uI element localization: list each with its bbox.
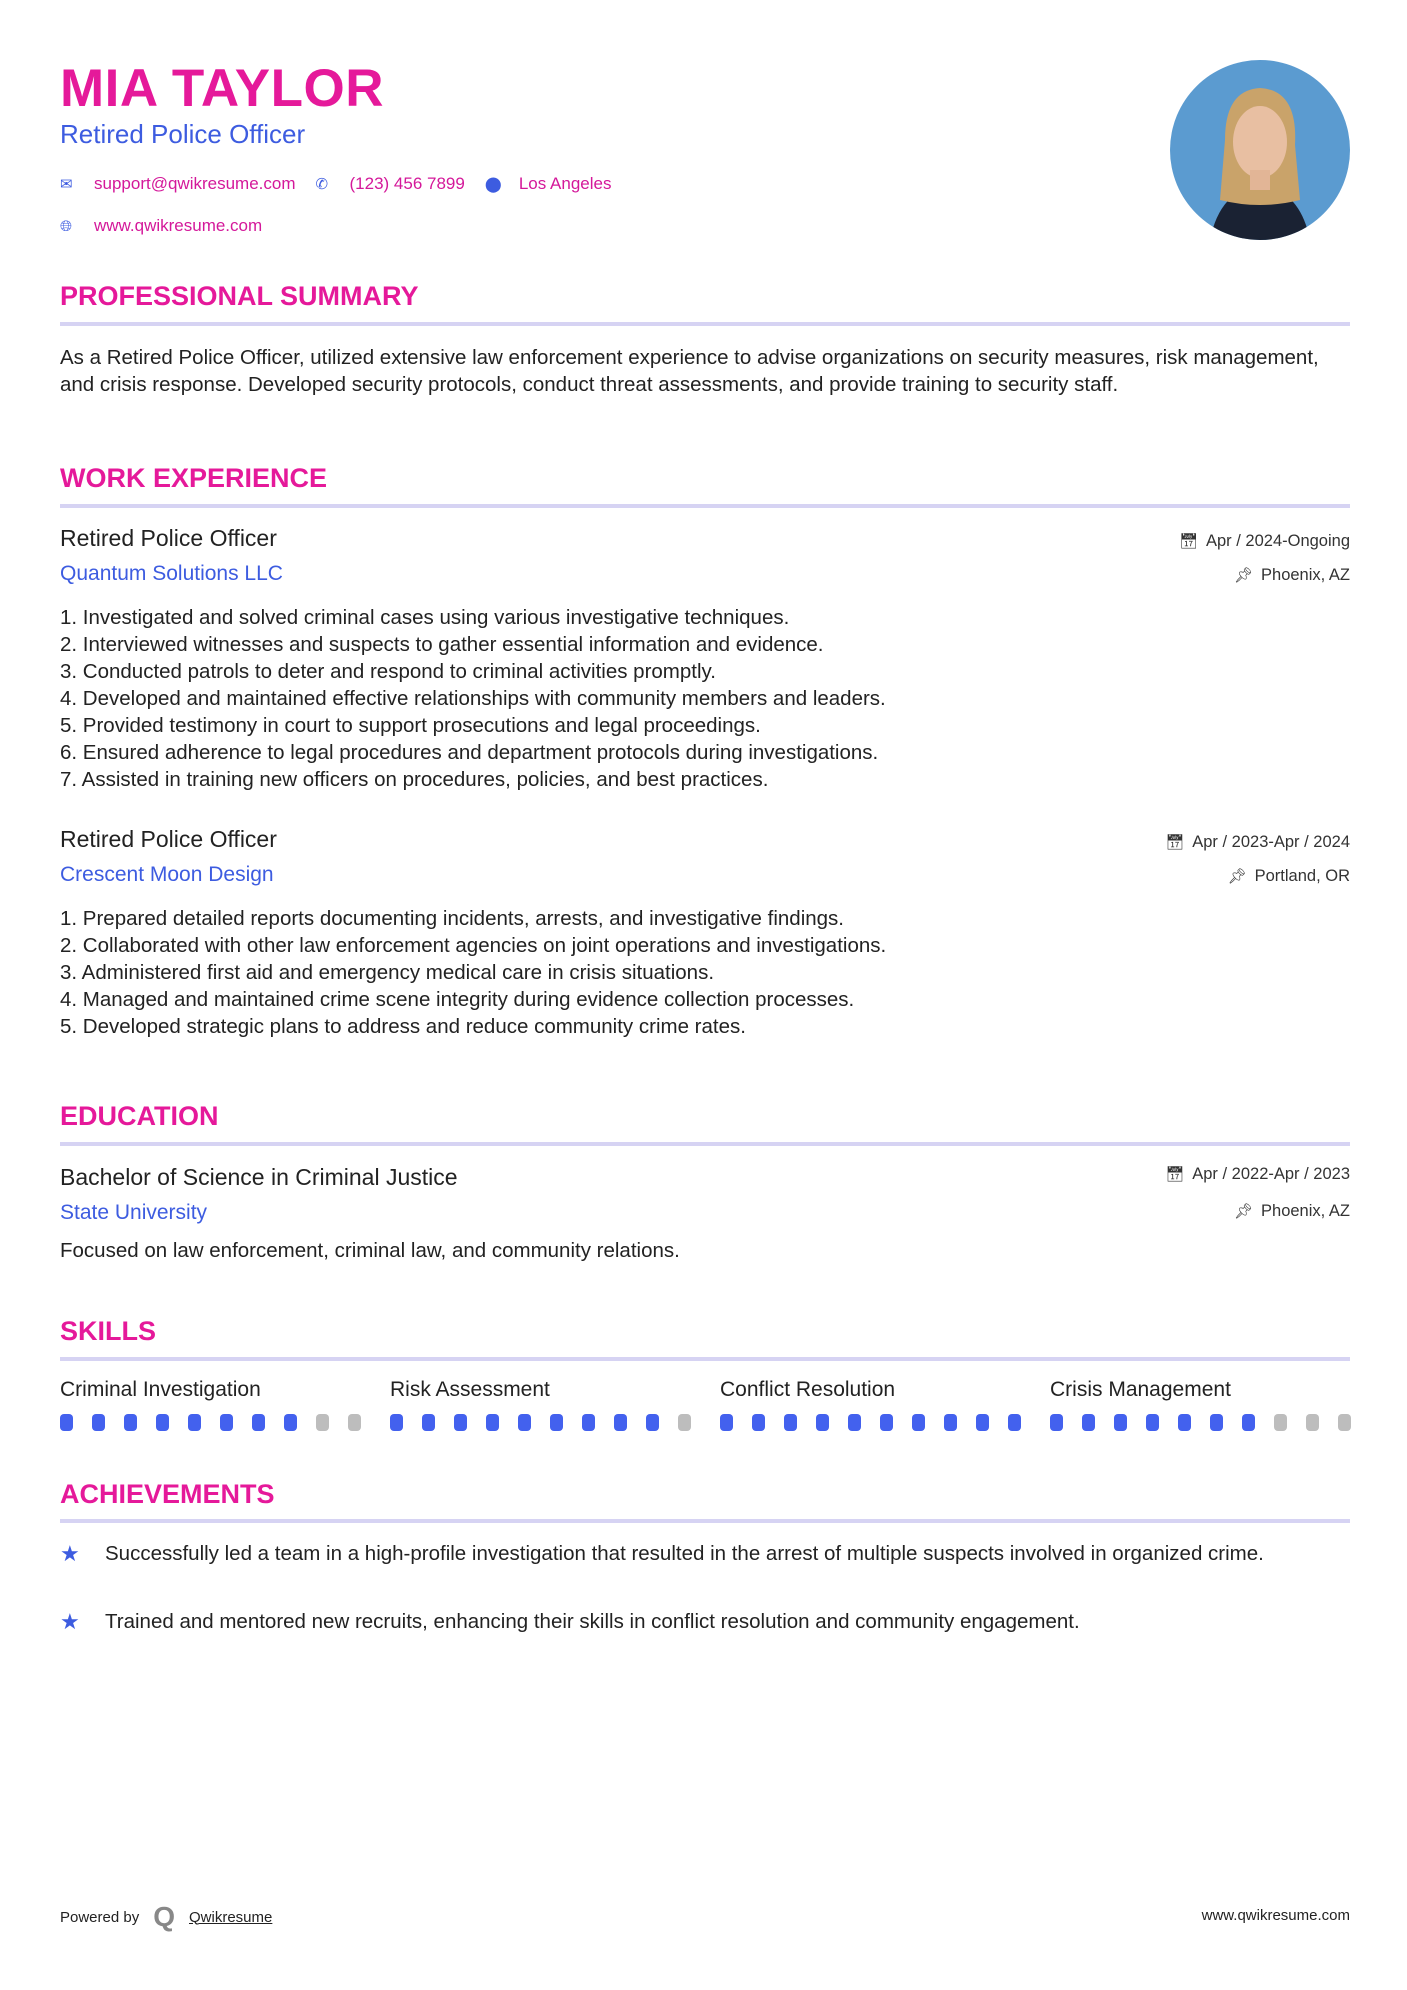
skill-item [1050,1378,1380,1431]
footer-website[interactable]: www.qwikresume.com [1201,1907,1350,1924]
divider [60,1357,1350,1361]
contact-row [60,174,631,194]
rating-dot-filled [614,1414,627,1431]
website-link[interactable]: www.qwikresume.com [94,216,263,235]
brand-link[interactable]: Qwikresume [189,1908,273,1926]
calendar-icon: 📅︎ [1165,834,1185,851]
divider [60,1519,1350,1523]
rating-dot-filled [582,1414,595,1431]
skill-name: Risk Assessment [390,1378,550,1401]
rating-dot-filled [188,1414,201,1431]
rating-dot-empty [1274,1414,1287,1431]
rating-dot-filled [220,1414,233,1431]
rating-dot-filled [976,1414,989,1431]
rating-dot-filled [646,1414,659,1431]
education-dates [1165,1165,1350,1184]
globe-icon: 🌐︎ [60,217,73,235]
company-name: Crescent Moon Design [60,863,274,886]
rating-dot-filled [390,1414,403,1431]
rating-dot-filled [1210,1414,1223,1431]
email-link[interactable]: support@qwikresume.com [94,174,296,193]
calendar-icon: 📅︎ [1178,533,1198,550]
phone-icon: ✆ [315,176,329,193]
envelope-icon: ✉ [60,176,73,193]
rating-dot-filled [284,1414,297,1431]
skill-name: Crisis Management [1050,1378,1231,1401]
degree-title: Bachelor of Science in Criminal Justice [60,1164,458,1190]
job-title: Retired Police Officer [60,525,277,551]
experience-heading: WORK EXPERIENCE [60,463,328,493]
job-title: Retired Police Officer [60,826,277,852]
rating-dot-filled [454,1414,467,1431]
skill-rating [60,1414,390,1431]
location-text: Portland, OR [1254,867,1350,885]
achievement-item [60,1540,1350,1567]
divider [60,322,1350,326]
list-item: 2. Collaborated with other law enforcement agencies on joint operations and investigations. [60,934,887,957]
dates-text: Apr / 2023-Apr / 2024 [1192,833,1350,851]
skill-item [720,1378,1050,1431]
rating-dot-filled [92,1414,105,1431]
footer-branding [60,1903,272,1931]
location-text: Los Angeles [518,174,612,193]
education-description: Focused on law enforcement, criminal law, and community relations. [60,1239,680,1262]
summary-heading: PROFESSIONAL SUMMARY [60,281,419,311]
rating-dot-filled [60,1414,73,1431]
list-item: 3. Administered first aid and emergency medical care in crisis situations. [60,961,715,984]
skill-rating [390,1414,720,1431]
list-item: 4. Managed and maintained crime scene integrity during evidence collection processes. [60,988,855,1011]
pushpin-icon: 📌︎ [1233,1203,1254,1220]
rating-dot-empty [678,1414,691,1431]
education-heading: EDUCATION [60,1101,219,1131]
rating-dot-filled [486,1414,499,1431]
summary-text: As a Retired Police Officer, utilized extensive law enforcement experience to advise organizations on security measures, risk management, and crisis response. Developed security protocols, conduct threat assessments, and provide training to security staff. [60,346,1319,396]
achievement-item [60,1608,1350,1635]
rating-dot-filled [944,1414,957,1431]
rating-dot-filled [550,1414,563,1431]
star-icon: ★ [60,1609,80,1634]
list-item: 3. Conducted patrols to deter and respond to criminal activities promptly. [60,660,716,683]
job-location [1228,867,1350,886]
rating-dot-filled [816,1414,829,1431]
job-dates [1165,833,1350,852]
list-item: 1. Prepared detailed reports documenting incidents, arrests, and investigative findings. [60,907,845,930]
rating-dot-filled [1050,1414,1063,1431]
powered-by-label: Powered by [60,1908,140,1926]
rating-dot-filled [848,1414,861,1431]
rating-dot-filled [1242,1414,1255,1431]
job-bullets [60,905,1350,1040]
job-dates [1179,532,1350,551]
skill-rating [1050,1414,1380,1431]
rating-dot-empty [348,1414,361,1431]
list-item: 4. Developed and maintained effective relationships with community members and leaders. [60,687,886,710]
job-location [1234,566,1350,585]
phone-text: (123) 456 7899 [349,174,465,193]
achievements-heading: ACHIEVEMENTS [60,1479,275,1509]
profile-photo [1170,60,1350,240]
list-item: 6. Ensured adherence to legal procedures and department protocols during investigations. [60,741,879,764]
rating-dot-filled [880,1414,893,1431]
company-name: Quantum Solutions LLC [60,562,283,585]
skill-name: Conflict Resolution [720,1378,896,1401]
candidate-title: Retired Police Officer [60,119,306,149]
skills-grid [60,1378,1380,1431]
rating-dot-filled [518,1414,531,1431]
candidate-name: MIA TAYLOR [60,59,384,118]
rating-dot-empty [316,1414,329,1431]
divider [60,1142,1350,1146]
rating-dot-filled [720,1414,733,1431]
location-text: Phoenix, AZ [1261,1202,1350,1220]
rating-dot-filled [1008,1414,1021,1431]
list-item: 5. Developed strategic plans to address and reduce community crime rates. [60,1015,746,1038]
rating-dot-filled [124,1414,137,1431]
rating-dot-filled [784,1414,797,1431]
school-name: State University [60,1201,208,1224]
dates-text: Apr / 2024-Ongoing [1205,532,1350,550]
rating-dot-filled [1082,1414,1095,1431]
pushpin-icon: 📌︎ [1227,868,1247,885]
pushpin-icon: 📌︎ [1233,567,1254,584]
rating-dot-filled [252,1414,265,1431]
location-text: Phoenix, AZ [1261,566,1350,584]
map-pin-icon: ⬤ [484,176,502,193]
achievement-text: Successfully led a team in a high-profile investigation that resulted in the arrest of multiple suspects involved in organized crime. [105,1542,1264,1565]
dates-text: Apr / 2022-Apr / 2023 [1192,1165,1350,1183]
rating-dot-filled [1114,1414,1127,1431]
rating-dot-empty [1306,1414,1319,1431]
education-location [1234,1202,1350,1221]
list-item: 5. Provided testimony in court to support prosecutions and legal proceedings. [60,714,761,737]
star-icon: ★ [60,1541,80,1566]
rating-dot-filled [912,1414,925,1431]
skill-rating [720,1414,1050,1431]
website-row [60,216,282,236]
skill-item [60,1378,390,1431]
skill-item [390,1378,720,1431]
rating-dot-filled [422,1414,435,1431]
qwikresume-logo-icon: Q [153,1901,175,1932]
rating-dot-filled [156,1414,169,1431]
rating-dot-filled [752,1414,765,1431]
achievement-text: Trained and mentored new recruits, enhancing their skills in conflict resolution and community engagement. [105,1610,1080,1633]
list-item: 2. Interviewed witnesses and suspects to gather essential information and evidence. [60,633,824,656]
skill-name: Criminal Investigation [60,1378,261,1401]
rating-dot-empty [1338,1414,1351,1431]
job-bullets [60,604,1350,793]
rating-dot-filled [1146,1414,1159,1431]
calendar-icon: 📅︎ [1165,1166,1185,1183]
skills-heading: SKILLS [60,1316,157,1346]
rating-dot-filled [1178,1414,1191,1431]
list-item: 7. Assisted in training new officers on procedures, policies, and best practices. [60,768,769,791]
divider [60,504,1350,508]
list-item: 1. Investigated and solved criminal cases using various investigative techniques. [60,606,790,629]
